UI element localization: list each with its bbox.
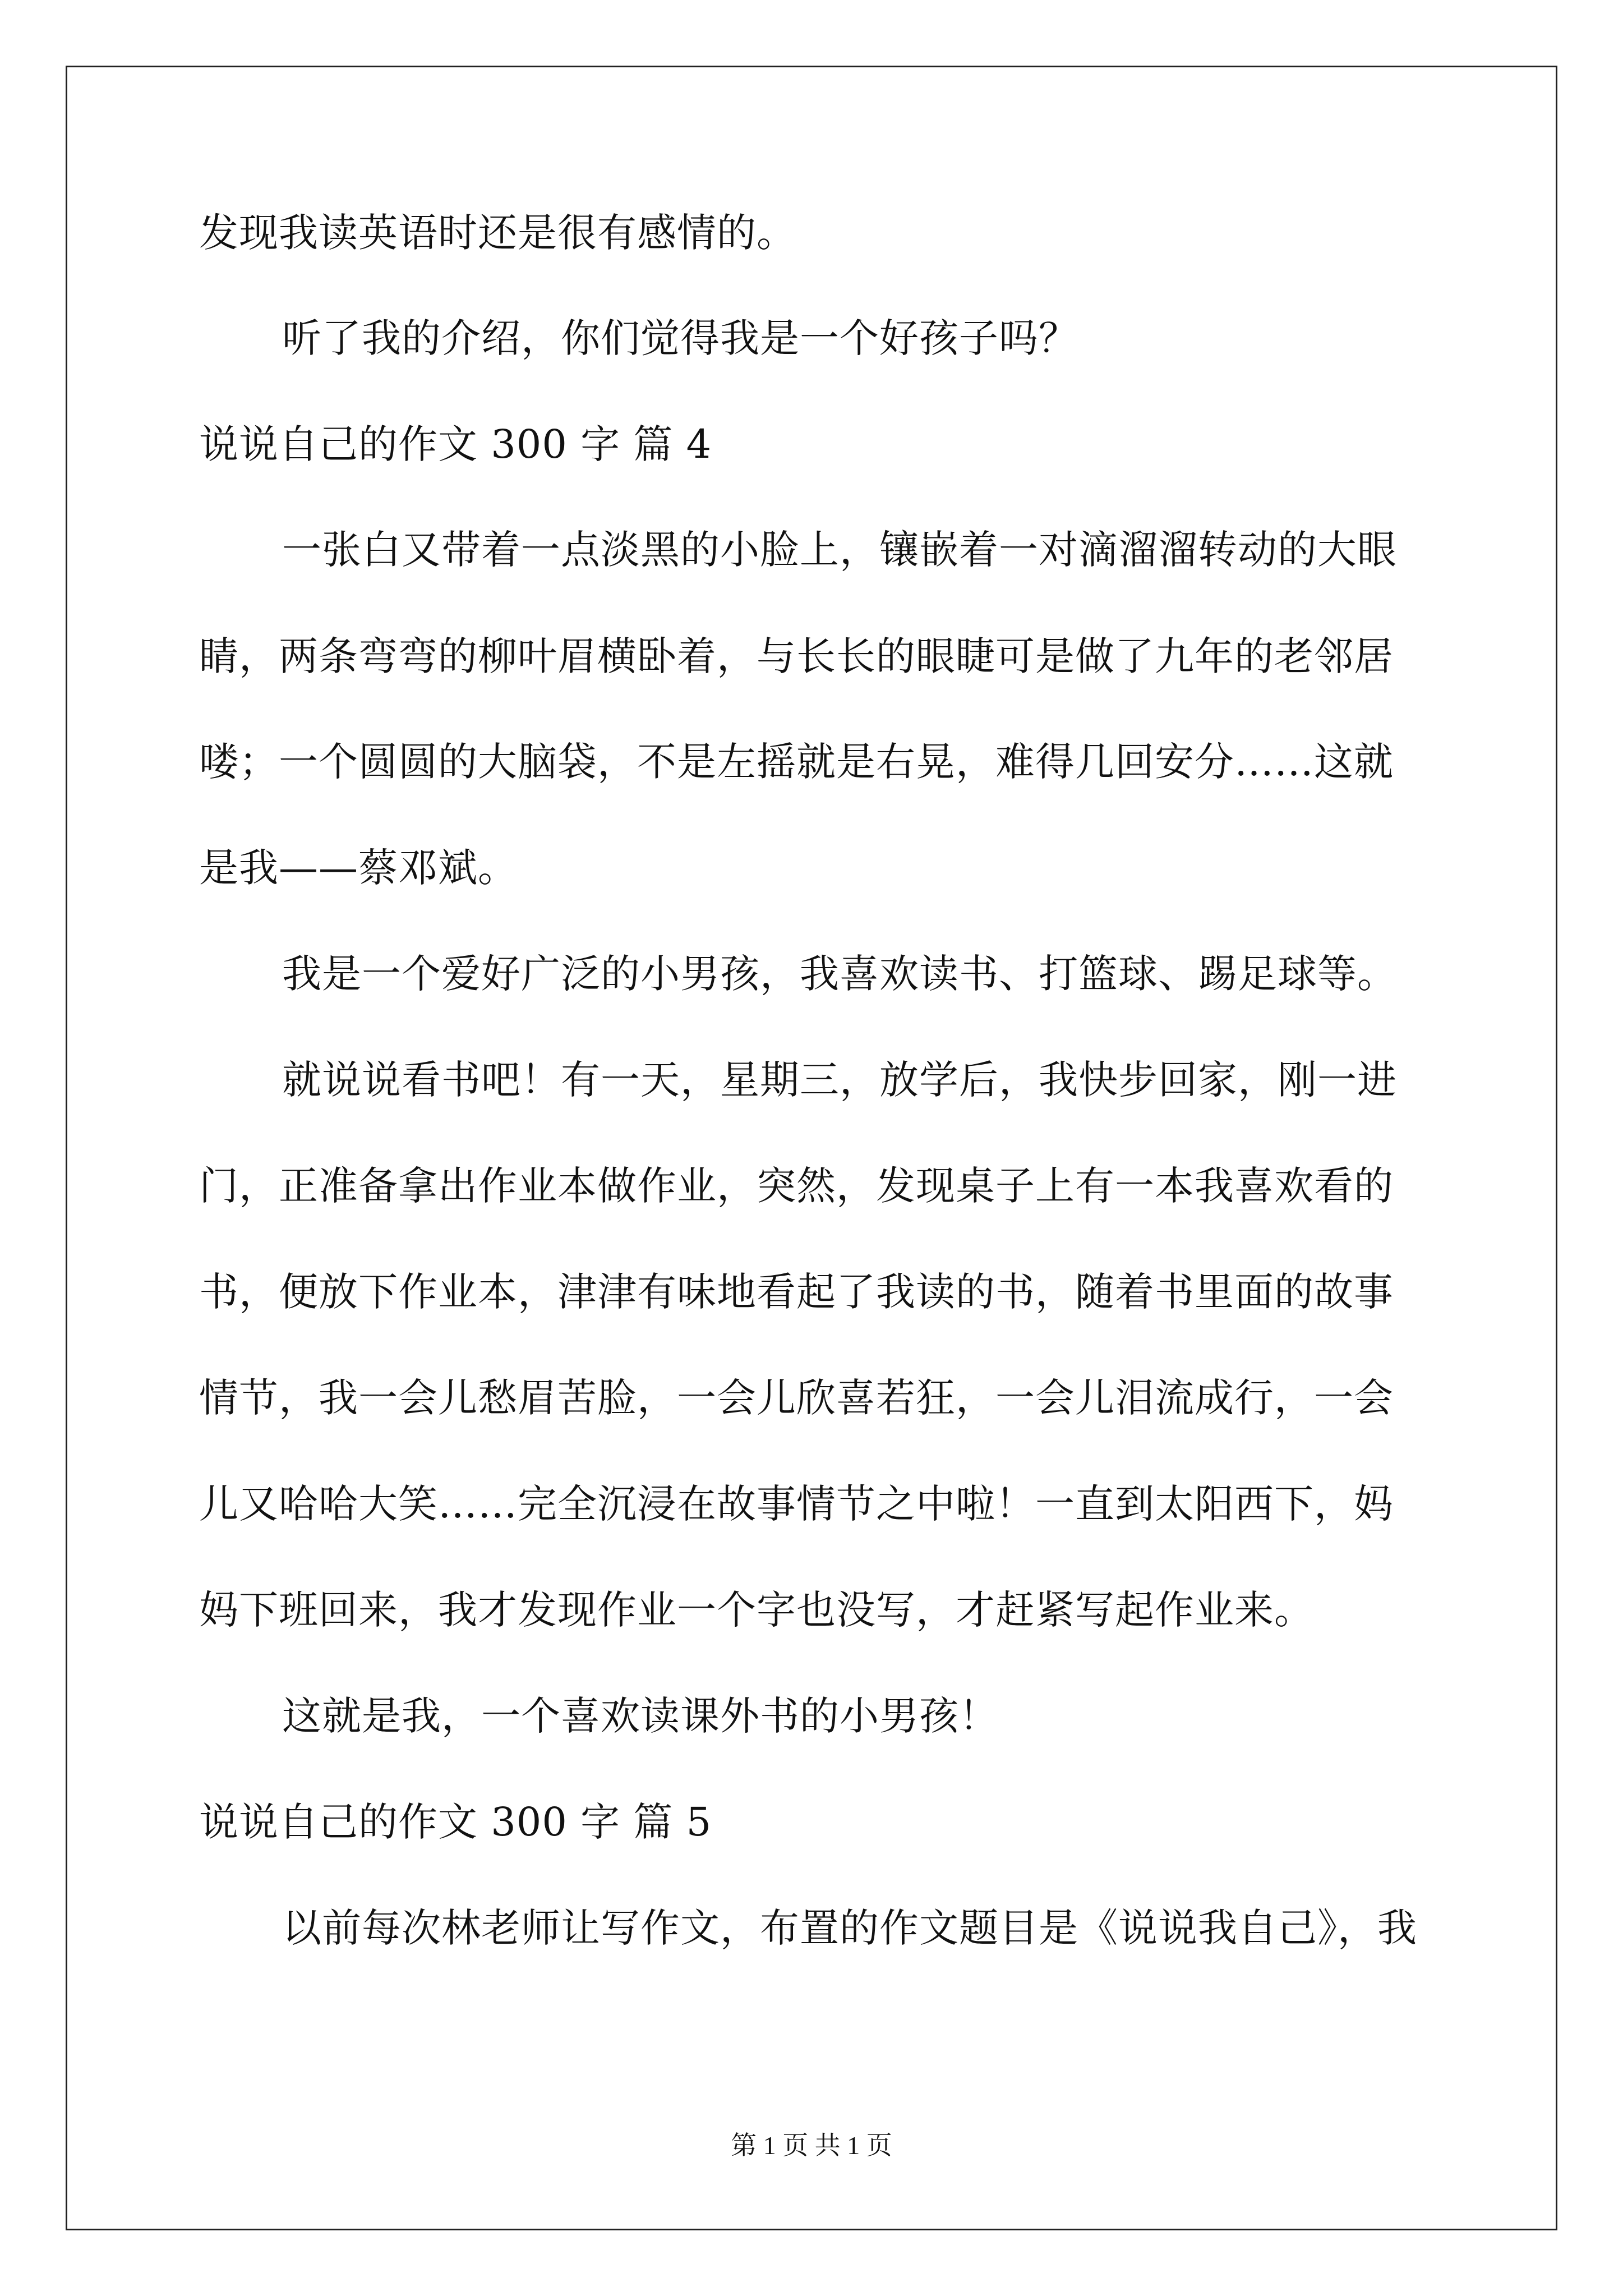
paragraph-line: 是我——蔡邓斌。 <box>199 845 518 891</box>
paragraph-line: 听了我的介绍，你们觉得我是一个好孩子吗？ <box>282 315 1078 361</box>
paragraph-line: 门，正准备拿出作业本做作业，突然，发现桌子上有一本我喜欢看的 <box>199 1163 1394 1209</box>
paragraph-line: 儿又哈哈大笑……完全沉浸在故事情节之中啦！一直到太阳西下，妈 <box>199 1481 1394 1527</box>
paragraph-line: 这就是我，一个喜欢读课外书的小男孩！ <box>282 1693 999 1739</box>
paragraph-line: 我是一个爱好广泛的小男孩，我喜欢读书、打篮球、踢足球等。 <box>282 951 1397 997</box>
paragraph-line: 情节，我一会儿愁眉苦脸，一会儿欣喜若狂，一会儿泪流成行，一会 <box>199 1375 1394 1421</box>
paragraph-line: 就说说看书吧！有一天，星期三，放学后，我快步回家，刚一进 <box>282 1057 1397 1103</box>
paragraph-line: 书，便放下作业本，津津有味地看起了我读的书，随着书里面的故事 <box>199 1269 1394 1315</box>
paragraph-line: 一张白又带着一点淡黑的小脸上，镶嵌着一对滴溜溜转动的大眼 <box>282 527 1397 573</box>
paragraph-line: 妈下班回来，我才发现作业一个字也没写，才赶紧写起作业来。 <box>199 1587 1314 1633</box>
paragraph-line: 以前每次林老师让写作文，布置的作文题目是《说说我自己》，我 <box>282 1905 1417 1951</box>
section-heading: 说说自己的作文 300 字 篇 4 <box>199 421 712 467</box>
paragraph-line: 发现我读英语时还是很有感情的。 <box>199 210 796 256</box>
section-heading: 说说自己的作文 300 字 篇 5 <box>199 1799 712 1845</box>
page-footer: 第 1 页 共 1 页 <box>731 2131 892 2160</box>
paragraph-line: 喽；一个圆圆的大脑袋，不是左摇就是右晃，难得几回安分……这就 <box>199 739 1394 785</box>
paragraph-line: 睛，两条弯弯的柳叶眉横卧着，与长长的眼睫可是做了九年的老邻居 <box>199 633 1394 679</box>
